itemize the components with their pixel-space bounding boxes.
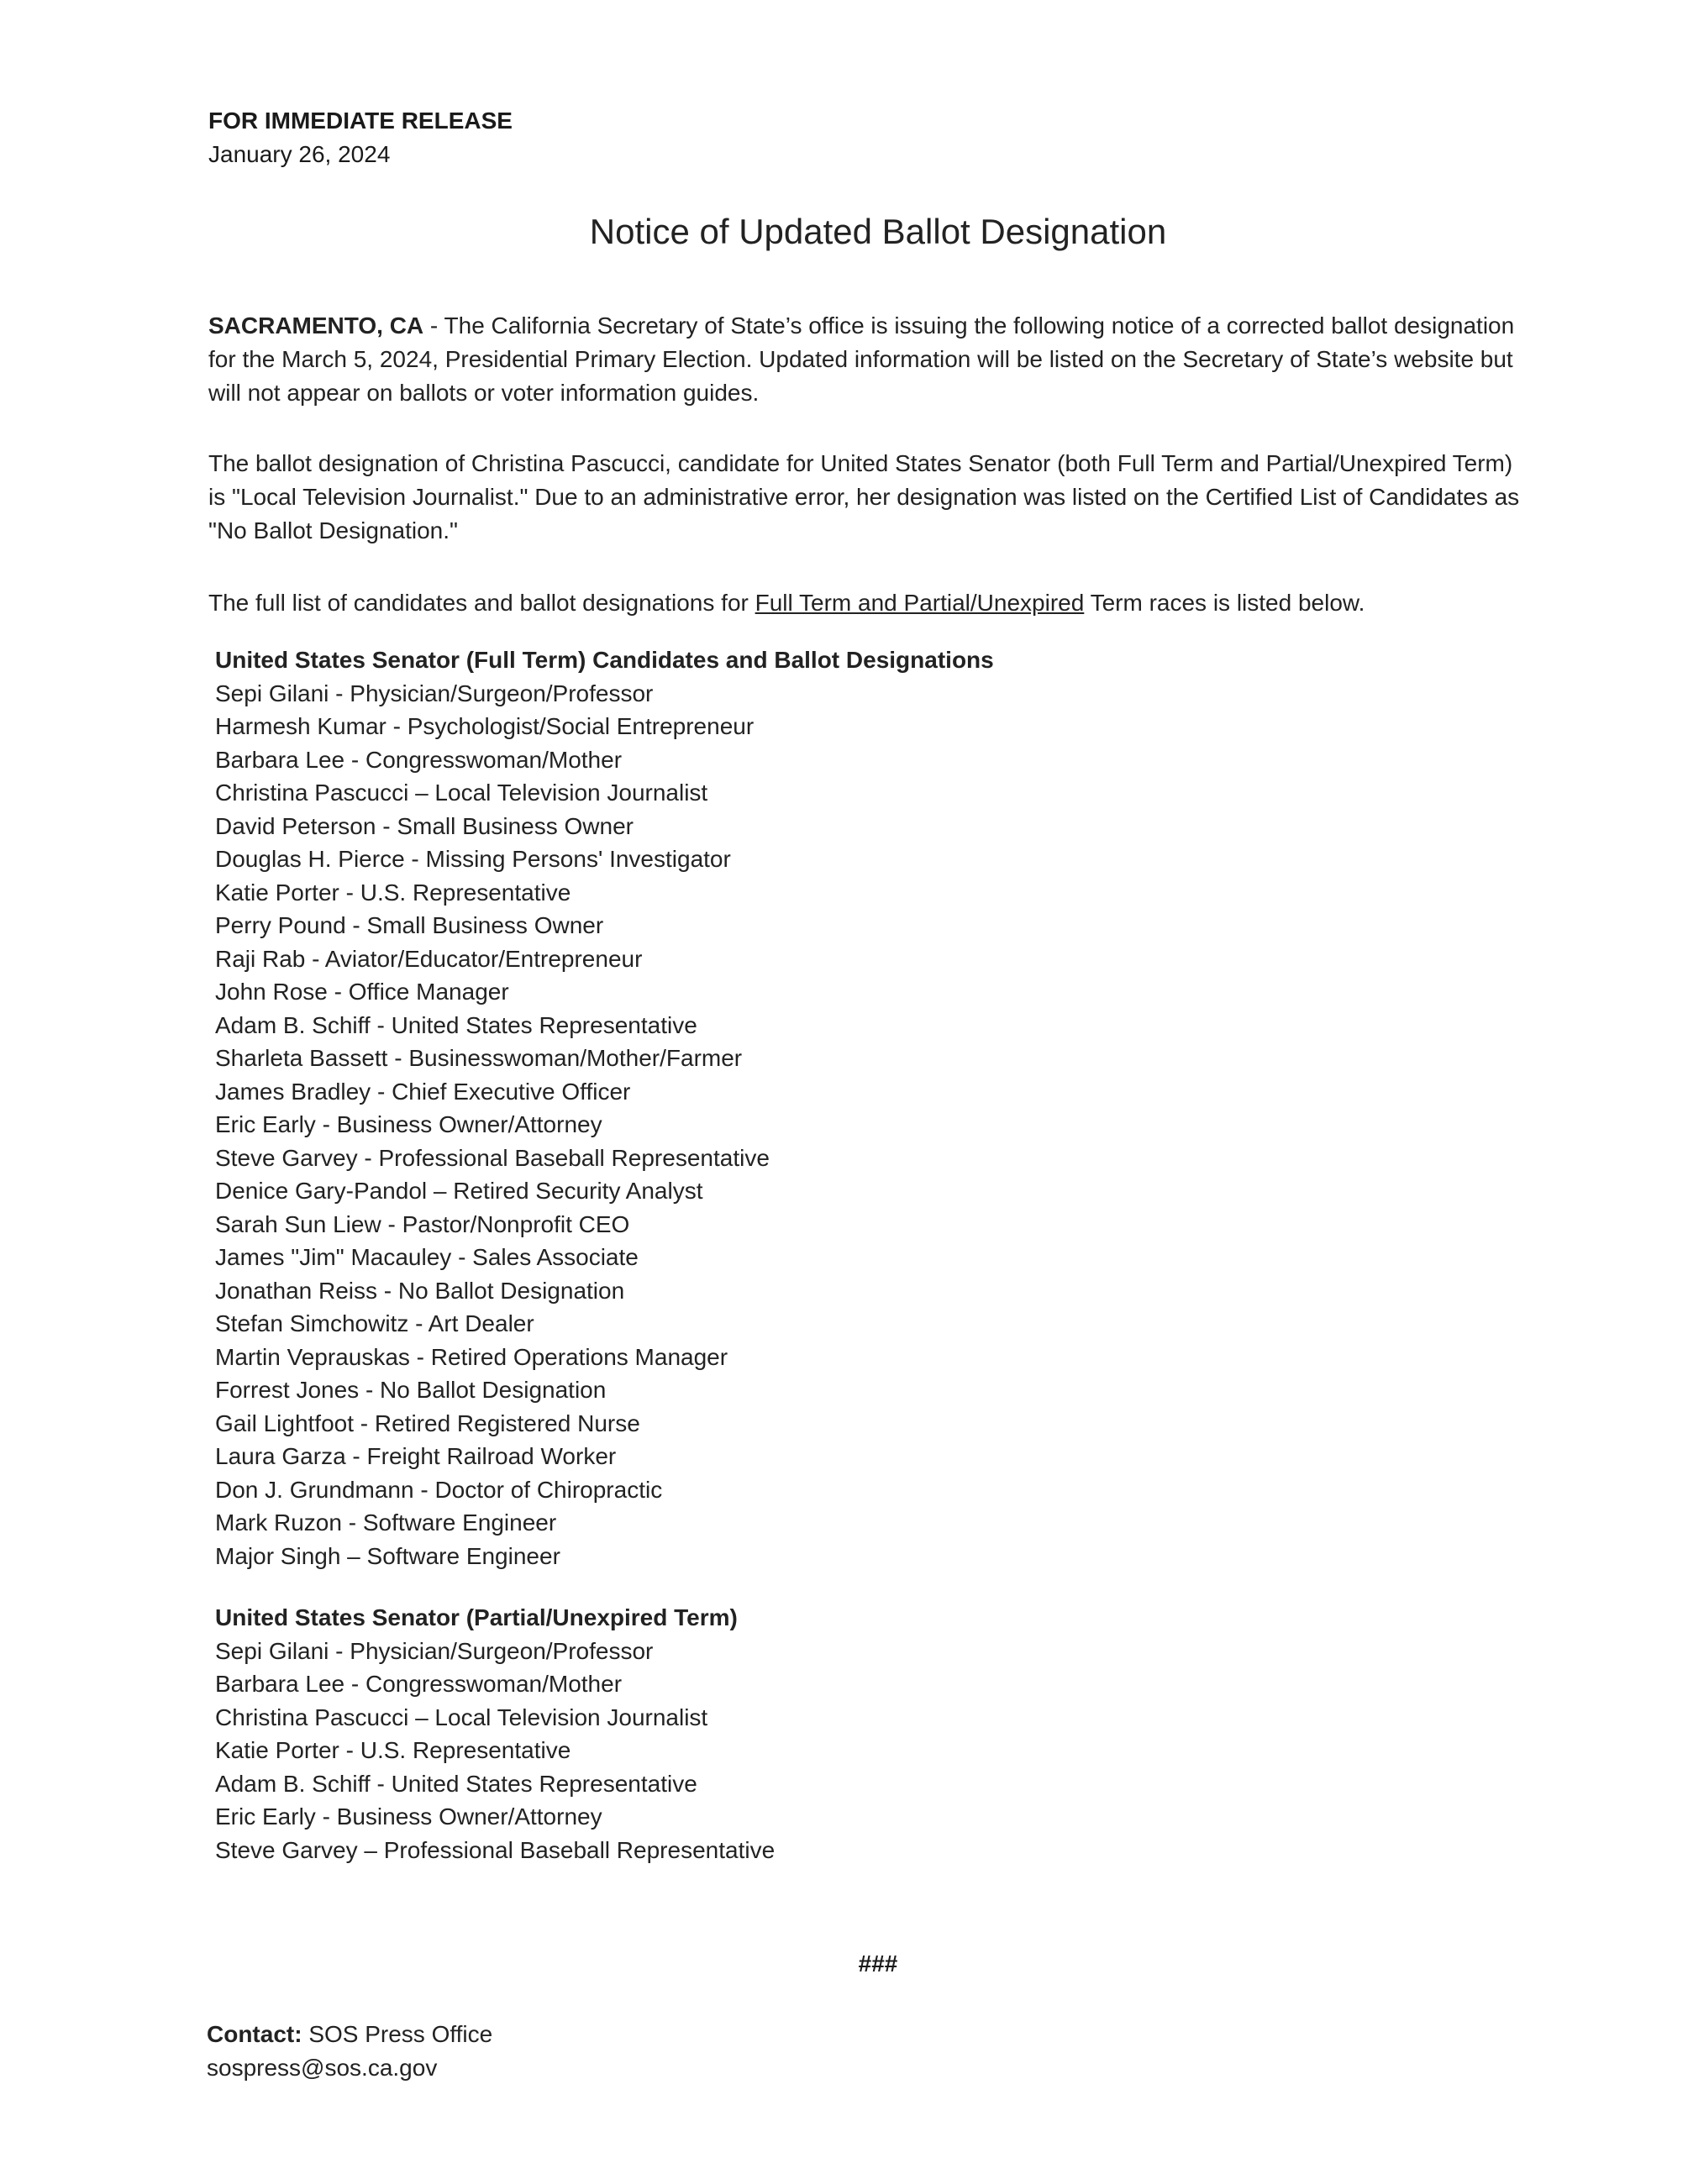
- candidate-item: David Peterson - Small Business Owner: [215, 812, 634, 839]
- candidate-item: Martin Veprauskas - Retired Operations Manager: [215, 1343, 728, 1370]
- candidate-item: Eric Early - Business Owner/Attorney: [215, 1111, 602, 1137]
- end-mark: ###: [858, 1950, 898, 1977]
- list-intro-after: Term races is listed below.: [1084, 590, 1365, 616]
- contact-email[interactable]: sospress@sos.ca.gov: [207, 2055, 438, 2081]
- release-header: [208, 104, 513, 171]
- candidate-item: Sarah Sun Liew - Pastor/Nonprofit CEO: [215, 1210, 630, 1237]
- candidate-item: James "Jim" Macauley - Sales Associate: [215, 1244, 639, 1270]
- candidate-item: Christina Pascucci – Local Television Journalist: [215, 1704, 708, 1730]
- correction-paragraph: [208, 447, 1536, 548]
- intro-paragraph: [208, 309, 1536, 410]
- candidate-item: Stefan Simchowitz - Art Dealer: [215, 1310, 534, 1336]
- partial-term-candidates: [215, 1635, 775, 1867]
- candidate-item: Mark Ruzon - Software Engineer: [215, 1509, 557, 1536]
- candidate-item: Steve Garvey - Professional Baseball Representative: [215, 1144, 770, 1171]
- candidate-item: Laura Garza - Freight Railroad Worker: [215, 1443, 617, 1469]
- candidate-item: Don J. Grundmann - Doctor of Chiropractic: [215, 1476, 663, 1503]
- candidate-item: John Rose - Office Manager: [215, 979, 509, 1005]
- candidate-item: Katie Porter - U.S. Representative: [215, 1737, 571, 1763]
- full-term-candidates: [215, 677, 994, 1573]
- full-term-heading: United States Senator (Full Term) Candidates and Ballot Designations: [215, 647, 994, 673]
- candidate-item: Sharleta Bassett - Businesswoman/Mother/Farmer: [215, 1045, 743, 1071]
- correction-text: The ballot designation of Christina Pascucci, candidate for United States Senator (both Full Term and Partial/Unexpired Term) is "Local Television Journalist." Due to an administrative error, her designation was listed on the Certified List of Candidates as "No Ballot Designation.": [208, 450, 1520, 543]
- races-link[interactable]: Full Term and Partial/Unexpired: [755, 590, 1085, 616]
- partial-term-list: [215, 1601, 775, 1866]
- candidate-item: Adam B. Schiff - United States Representative: [215, 1011, 697, 1038]
- candidate-item: Katie Porter - U.S. Representative: [215, 879, 571, 906]
- candidate-item: Barbara Lee - Congresswoman/Mother: [215, 746, 623, 773]
- candidate-item: Steve Garvey – Professional Baseball Representative: [215, 1836, 776, 1863]
- candidate-item: Sepi Gilani - Physician/Surgeon/Professor: [215, 1637, 654, 1664]
- candidate-item: Christina Pascucci – Local Television Journalist: [215, 780, 708, 806]
- candidate-item: Perry Pound - Small Business Owner: [215, 912, 604, 938]
- list-intro-paragraph: [208, 586, 1536, 620]
- candidate-item: Major Singh – Software Engineer: [215, 1542, 560, 1569]
- release-label: FOR IMMEDIATE RELEASE: [208, 108, 513, 134]
- contact-label: Contact:: [207, 2021, 302, 2047]
- candidate-item: Jonathan Reiss - No Ballot Designation: [215, 1277, 625, 1304]
- full-term-list: [215, 643, 994, 1572]
- candidate-item: Raji Rab - Aviator/Educator/Entrepreneur: [215, 945, 643, 972]
- intro-text: - The California Secretary of State’s office is issuing the following notice of a corrected ballot designation for the March 5, 2024, Presidential Primary Election. Updated information will be listed on the Secretary of State’s website but will not appear on ballots or voter information guides.: [208, 312, 1515, 406]
- candidate-item: Douglas H. Pierce - Missing Persons' Investigator: [215, 846, 731, 872]
- candidate-item: Eric Early - Business Owner/Attorney: [215, 1803, 602, 1830]
- candidate-item: Barbara Lee - Congresswoman/Mother: [215, 1671, 623, 1697]
- contact-office: SOS Press Office: [302, 2021, 493, 2047]
- release-date: January 26, 2024: [208, 141, 391, 167]
- list-intro-before: The full list of candidates and ballot designations for: [208, 590, 755, 616]
- candidate-item: Forrest Jones - No Ballot Designation: [215, 1377, 607, 1403]
- candidate-item: Denice Gary-Pandol – Retired Security Analyst: [215, 1178, 703, 1204]
- partial-term-heading: United States Senator (Partial/Unexpired Term): [215, 1604, 738, 1630]
- page-title: Notice of Updated Ballot Designation: [589, 212, 1167, 251]
- candidate-item: Adam B. Schiff - United States Representative: [215, 1770, 697, 1797]
- candidate-item: Sepi Gilani - Physician/Surgeon/Professor: [215, 680, 654, 706]
- candidate-item: Gail Lightfoot - Retired Registered Nurse: [215, 1410, 640, 1436]
- dateline: SACRAMENTO, CA: [208, 312, 424, 339]
- contact-block: [207, 2018, 492, 2085]
- candidate-item: Harmesh Kumar - Psychologist/Social Entrepreneur: [215, 713, 755, 739]
- candidate-item: James Bradley - Chief Executive Officer: [215, 1078, 631, 1105]
